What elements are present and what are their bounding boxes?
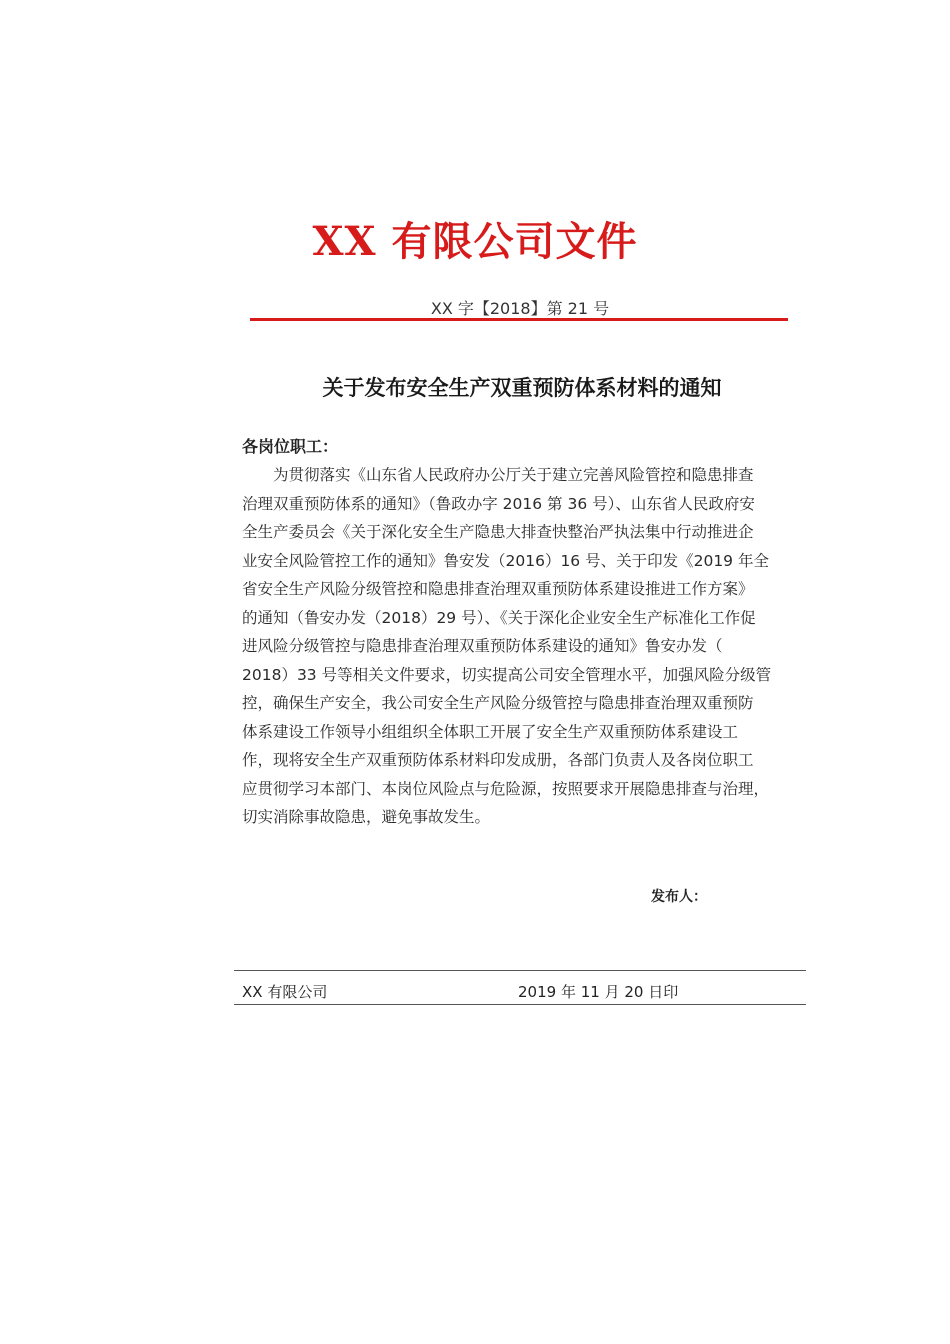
signature-label: 发布人： — [651, 889, 707, 905]
body-line: 2018）33 号等相关文件要求，切实提高公司安全管理水平，加强风险分级管 — [242, 665, 772, 684]
footer-top-rule — [234, 970, 806, 971]
footer-company: XX 有限公司 — [242, 983, 328, 1001]
notice-title: 关于发布安全生产双重预防体系材料的通知 — [322, 375, 722, 400]
body-line: 治理双重预防体系的通知》（鲁政办字 2016 第 36 号）、山东省人民政府安 — [242, 494, 755, 513]
body-line: 为贯彻落实《山东省人民政府办公厅关于建立完善风险管控和隐患排查 — [242, 466, 754, 484]
document-number: XX 字【2018】第 21 号 — [430, 299, 610, 318]
footer-print-date: 2019 年 11 月 20 日印 — [518, 983, 679, 1001]
header-red-rule — [250, 318, 788, 321]
body-line: 控，确保生产安全，我公司安全生产风险分级管控与隐患排查治理双重预防 — [242, 694, 754, 712]
body-line: 进风险分级管控与隐患排查治理双重预防体系建设的通知》鲁安办发（ — [242, 637, 723, 655]
body-line: 业安全风险管控工作的通知》鲁安发（2016）16 号、关于印发《2019 年全 — [242, 551, 769, 570]
salutation: 各岗位职工： — [242, 437, 339, 456]
document-header-title: XX 有限公司文件 — [312, 218, 638, 265]
body-line: 切实消除事故隐患，避免事故发生。 — [242, 808, 491, 826]
footer-bottom-rule — [234, 1004, 806, 1005]
body-line: 体系建设工作领导小组组织全体职工开展了安全生产双重预防体系建设工 — [242, 722, 739, 741]
body-line: 全生产委员会《关于深化安全生产隐患大排查快整治严执法集中行动推进企 — [242, 523, 754, 541]
notice-body — [242, 461, 806, 832]
body-line: 应贯彻学习本部门、本岗位风险点与危险源，按照要求开展隐患排查与治理， — [242, 779, 770, 798]
body-line: 省安全生产风险分级管控和隐患排查治理双重预防体系建设推进工作方案》 — [242, 580, 754, 598]
body-line: 作，现将安全生产双重预防体系材料印发成册，各部门负责人及各岗位职工 — [242, 751, 754, 769]
body-line: 的通知（鲁安办发（2018）29 号）、《关于深化企业安全生产标准化工作促 — [242, 608, 756, 627]
